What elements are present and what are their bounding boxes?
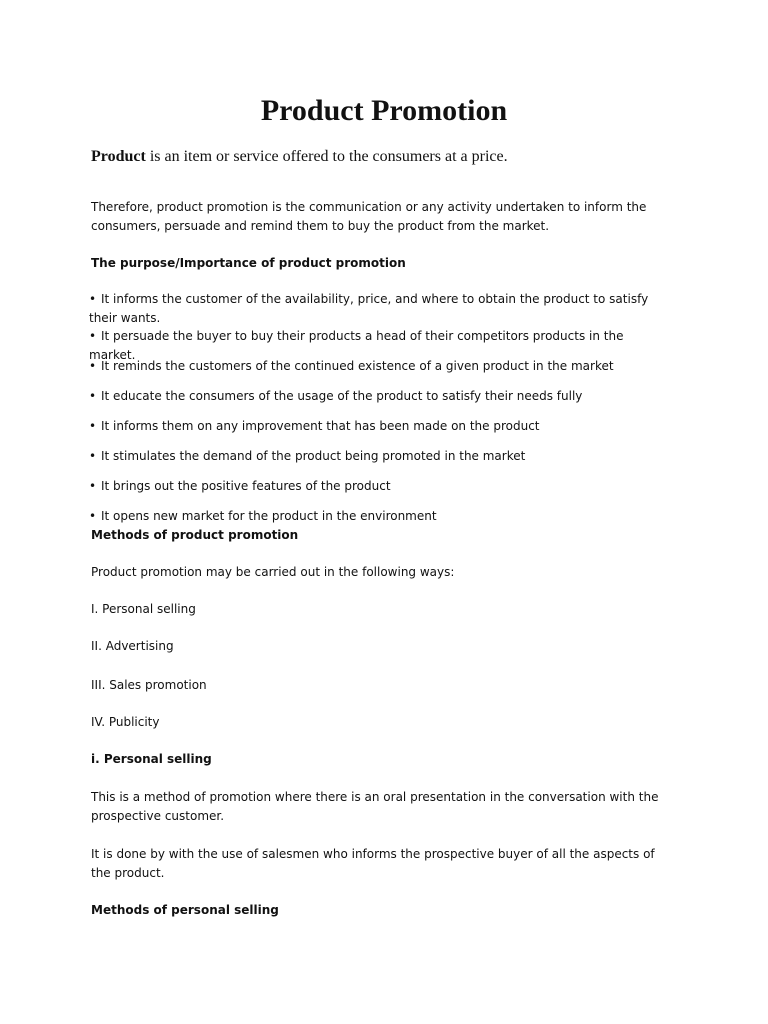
purpose-item bbox=[89, 507, 669, 526]
purpose-item-text: It reminds the customers of the continued existence of a given product in the market bbox=[101, 359, 614, 373]
method-item: I. Personal selling bbox=[91, 602, 196, 616]
purpose-item bbox=[89, 290, 669, 328]
purpose-item-text: It informs them on any improvement that has been made on the product bbox=[101, 419, 540, 433]
purpose-item-text: It opens new market for the product in the environment bbox=[101, 509, 437, 523]
bullet-icon: • bbox=[89, 419, 97, 433]
purpose-item-text: It brings out the positive features of the product bbox=[101, 479, 391, 493]
personal-selling-paragraph: It is done by with the use of salesmen who informs the prospective buyer of all the aspects of the product. bbox=[91, 847, 655, 880]
methods-heading: Methods of product promotion bbox=[91, 528, 299, 542]
purpose-heading: The purpose/Importance of product promotion bbox=[91, 256, 406, 270]
purpose-item-text: It educate the consumers of the usage of the product to satisfy their needs fully bbox=[101, 389, 583, 403]
page-title: Product Promotion bbox=[260, 94, 508, 127]
method-item: III. Sales promotion bbox=[91, 678, 207, 692]
personal-selling-methods-heading: Methods of personal selling bbox=[91, 903, 279, 917]
purpose-item bbox=[89, 477, 669, 496]
bullet-icon: • bbox=[89, 389, 97, 403]
purpose-item bbox=[89, 357, 669, 376]
definition-term: Product bbox=[91, 148, 146, 165]
personal-selling-paragraph: This is a method of promotion where there is an oral presentation in the conversation with the prospective customer. bbox=[91, 790, 659, 823]
bullet-icon: • bbox=[89, 292, 97, 306]
intro-paragraph: Therefore, product promotion is the communication or any activity undertaken to inform the consumers, persuade and remind them to buy the product from the market. bbox=[91, 200, 647, 233]
methods-intro: Product promotion may be carried out in the following ways: bbox=[91, 565, 455, 579]
product-definition bbox=[91, 147, 691, 167]
bullet-icon: • bbox=[89, 449, 97, 463]
method-item: IV. Publicity bbox=[91, 715, 160, 729]
purpose-item-text: It informs the customer of the availability, price, and where to obtain the product to satisfy their wants. bbox=[89, 292, 649, 325]
bullet-icon: • bbox=[89, 509, 97, 523]
method-item: II. Advertising bbox=[91, 639, 174, 653]
bullet-icon: • bbox=[89, 329, 97, 343]
bullet-icon: • bbox=[89, 359, 97, 373]
purpose-item-text: It stimulates the demand of the product being promoted in the market bbox=[101, 449, 526, 463]
bullet-icon: • bbox=[89, 479, 97, 493]
purpose-item-text: It persuade the buyer to buy their products a head of their competitors products in the market. bbox=[89, 329, 624, 362]
definition-text: is an item or service offered to the consumers at a price. bbox=[145, 148, 508, 165]
purpose-item bbox=[89, 447, 669, 466]
personal-selling-heading: i. Personal selling bbox=[91, 752, 212, 766]
purpose-item bbox=[89, 417, 669, 436]
purpose-item bbox=[89, 387, 669, 406]
